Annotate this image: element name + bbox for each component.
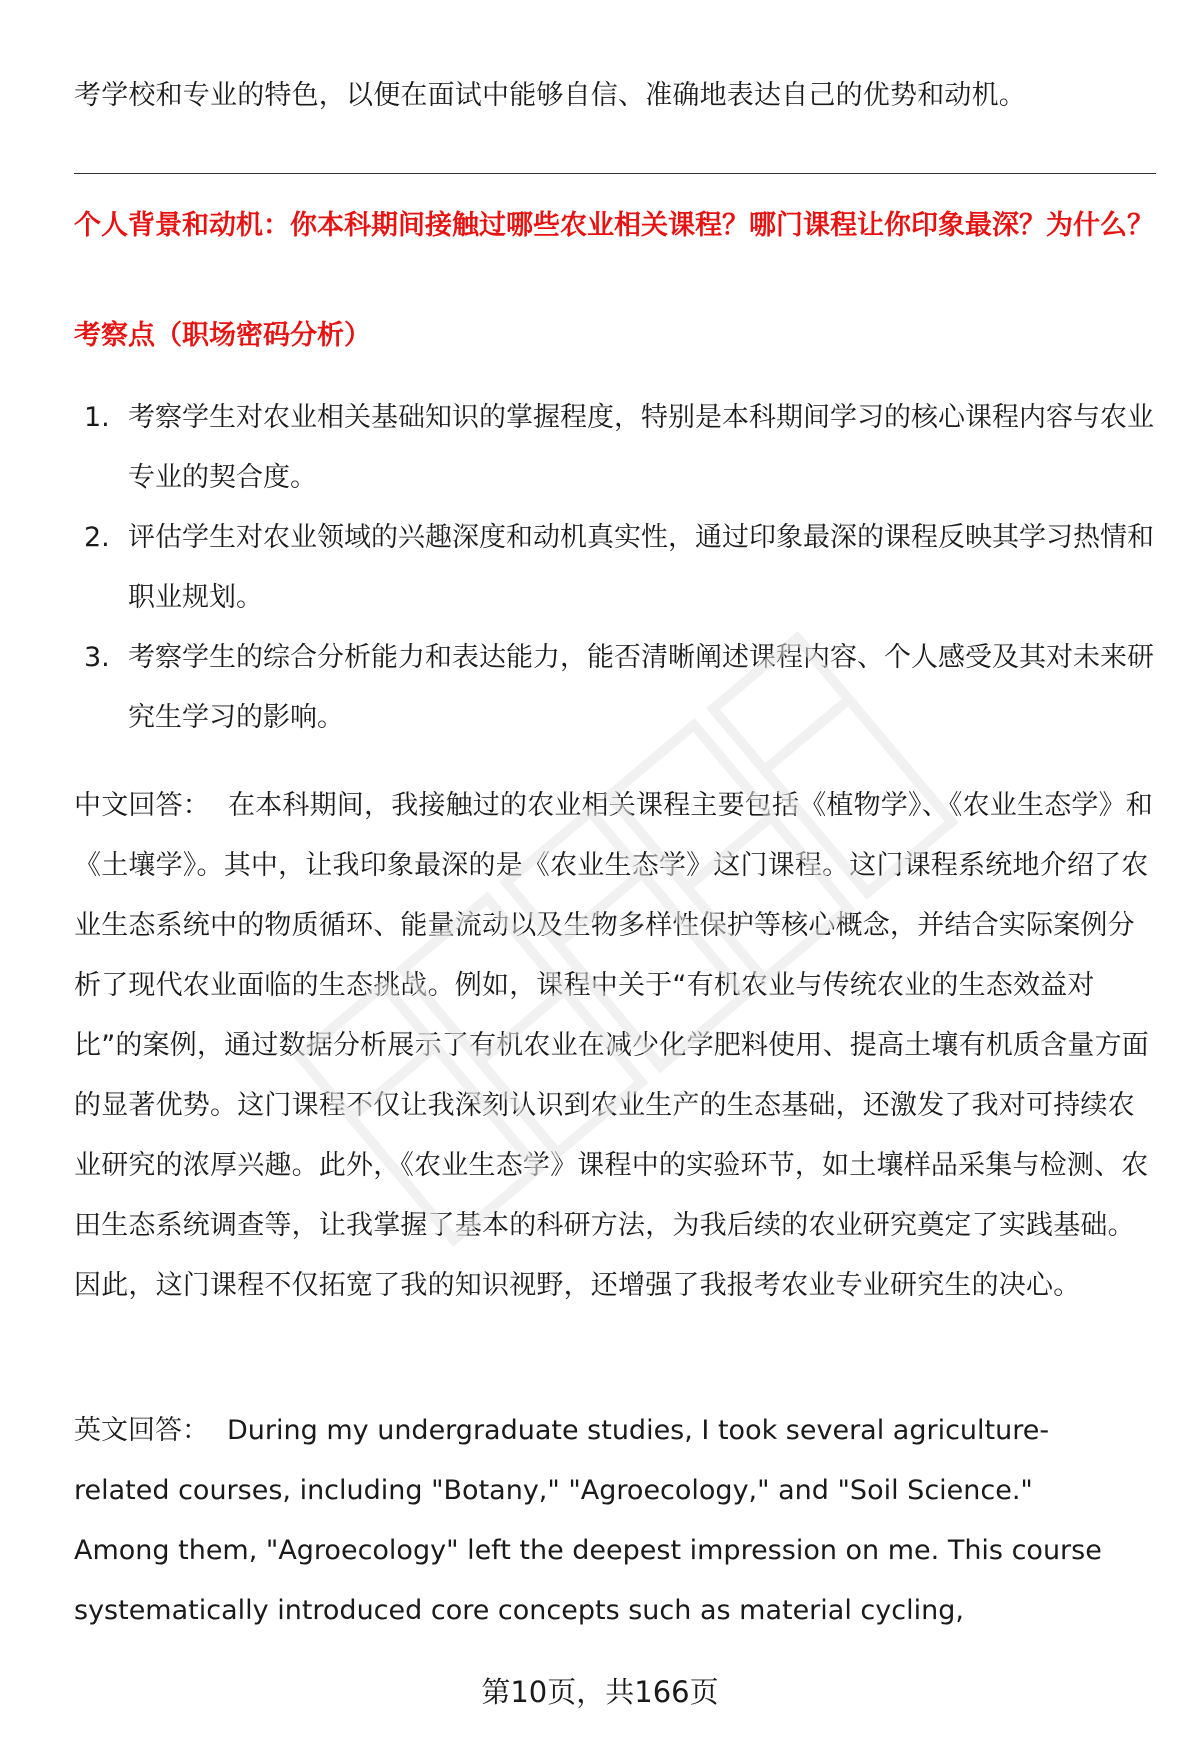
english-answer-label: 英文回答： (74, 1415, 209, 1446)
focus-heading: 考察点（职场密码分析） (74, 320, 371, 351)
intro-paragraph: 考学校和专业的特色，以便在面试中能够自信、准确地表达自己的优势和动机。 (74, 80, 1026, 111)
list-number: 2. (84, 522, 110, 553)
page-footer: 第10页，共166页 (481, 1675, 719, 1709)
focus-list (74, 388, 1154, 748)
chinese-answer-text: 在本科期间，我接触过的农业相关课程主要包括《植物学》、《农业生态学》和《土壤学》。其中，让我印象最深的是《农业生态学》这门课程。这门课程系统地介绍了农业生态系统中的物质循环、能量流动以及生物多样性保护等核心概念，并结合实际案例分析了现代农业面临的生态挑战。例如，课程中关于“有机农业与传统农业的生态效益对比”的案例，通过数据分析展示了有机农业在减少化学肥料使用、提高土壤有机质含量方面的显著优势。这门课程不仅让我深刻认识到农业生产的生态基础，还激发了我对可持续农业研究的浓厚兴趣。此外，《农业生态学》课程中的实验环节，如土壤样品采集与检测、农田生态系统调查等，让我掌握了基本的科研方法，为我后续的农业研究奠定了实践基础。因此，这门课程不仅拓宽了我的知识视野，还增强了我报考农业专业研究生的决心。 (74, 790, 1153, 1301)
list-item-text: 考察学生对农业相关基础知识的掌握程度，特别是本科期间学习的核心课程内容与农业专业的契合度。 (128, 402, 1154, 493)
section-divider (74, 173, 1156, 174)
list-number: 3. (84, 642, 110, 673)
question-heading: 个人背景和动机：你本科期间接触过哪些农业相关课程？哪门课程让你印象最深？为什么？ (74, 210, 1154, 241)
focus-list-item (74, 388, 1154, 508)
list-number: 1. (84, 402, 110, 433)
focus-list-item (74, 508, 1154, 628)
list-item-text: 评估学生对农业领域的兴趣深度和动机真实性，通过印象最深的课程反映其学习热情和职业规划。 (128, 522, 1154, 613)
focus-list-item (74, 628, 1154, 748)
english-answer-text: During my undergraduate studies, I took several agriculture-related courses, including "Botany," "Agroecology," and "Soil Science." Among them, "Agroecology" left the deepest impression on me. This course systematically introduced core concepts such as material cycling, (74, 1415, 1102, 1626)
chinese-answer-label: 中文回答： (74, 790, 210, 821)
english-answer-paragraph (74, 1401, 1102, 1641)
chinese-answer-paragraph (74, 776, 1154, 1316)
list-item-text: 考察学生的综合分析能力和表达能力，能否清晰阐述课程内容、个人感受及其对未来研究生学习的影响。 (128, 642, 1154, 733)
